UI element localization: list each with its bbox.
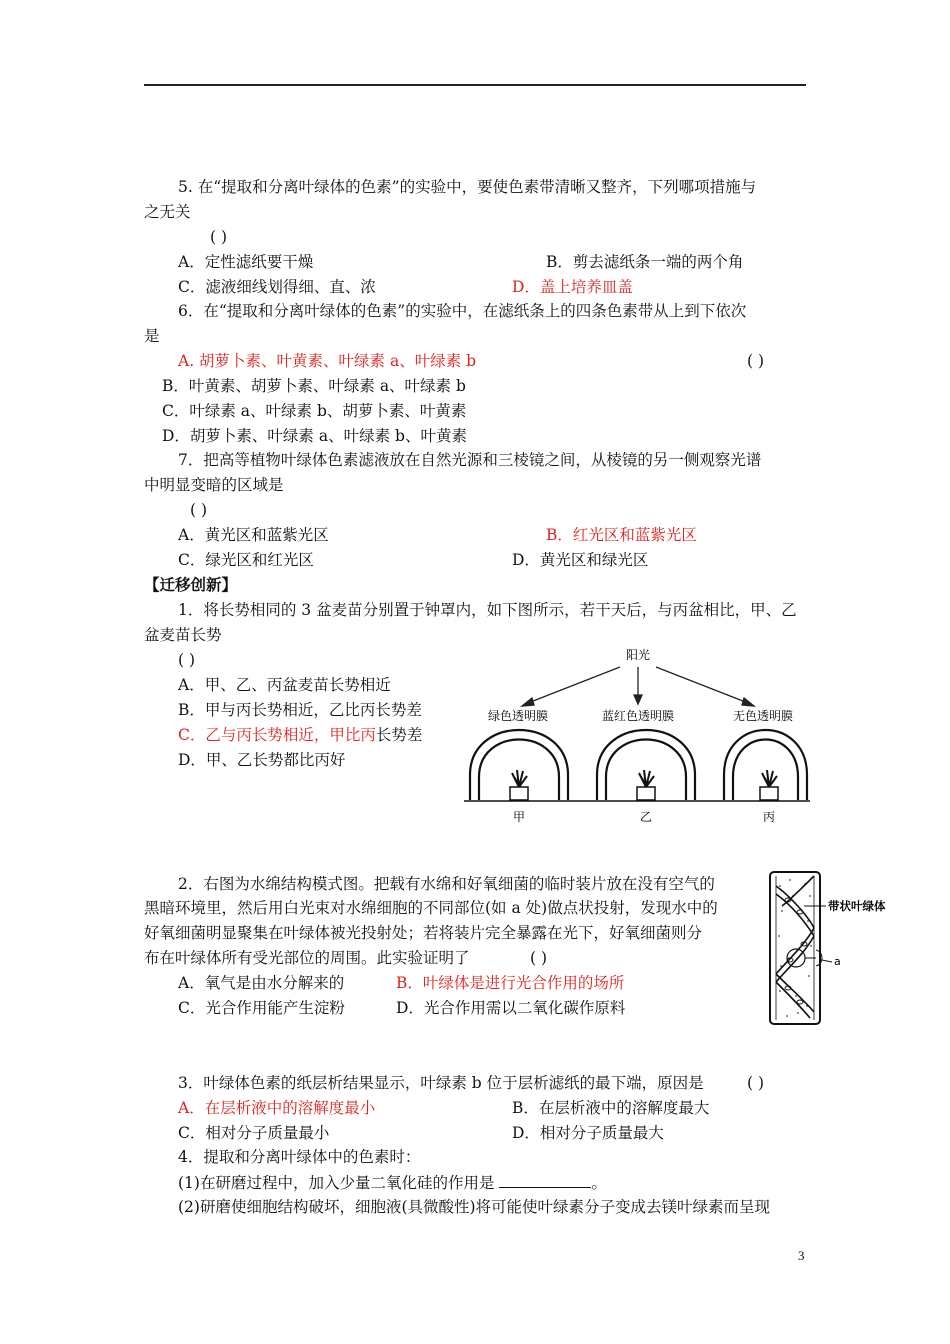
m4-part2: (2)研磨使细胞结构破坏，细胞液(具微酸性)将可能使叶绿素分子变成去镁叶绿素而呈现 <box>178 1198 771 1216</box>
m2-option-c: C．光合作用能产生淀粉 <box>178 999 345 1017</box>
q7-option-d: D．黄光区和绿光区 <box>512 551 649 569</box>
seedling-pot-yi <box>637 770 655 800</box>
spirogyra-figure <box>760 866 910 1032</box>
q6-stem-line1: 6．在“提取和分离叶绿体的色素”的实验中，在滤纸条上的四条色素带从上到下依次 <box>178 302 747 320</box>
q7-option-c: C．绿光区和红光区 <box>178 551 314 569</box>
m1-option-d: D．甲、乙长势都比丙好 <box>178 751 346 769</box>
m3-stem: 3．叶绿体色素的纸层析结果显示，叶绿素 b 位于层析滤纸的最下端，原因是 <box>178 1074 704 1092</box>
pot-label-jia: 甲 <box>512 810 526 824</box>
m2-stem-line4: 布在叶绿体所有受光部位的周围。此实验证明了 <box>144 949 470 967</box>
m4-stem: 4．提取和分离叶绿体中的色素时： <box>178 1148 421 1166</box>
colorless-film-label: 无色透明膜 <box>732 709 794 723</box>
q5-stem-line2: 之无关 <box>144 203 191 221</box>
q5-answer-paren: ( ) <box>210 228 228 246</box>
q7-option-a: A．黄光区和蓝紫光区 <box>178 526 329 544</box>
page-number: 3 <box>798 1248 805 1263</box>
chloroplast-label: 带状叶绿体 <box>828 899 886 913</box>
m4-part1 <box>178 1172 607 1193</box>
q5-option-b: B．剪去滤纸条一端的两个角 <box>546 253 744 271</box>
q5-option-c: C．滤液细线划得细、直、浓 <box>178 278 376 296</box>
m3-option-a: A．在层析液中的溶解度最小 <box>178 1099 376 1117</box>
m1-stem-line1: 1．将长势相同的 3 盆麦苗分别置于钟罩内，如下图所示，若干天后，与丙盆相比，甲、乙 <box>178 601 797 619</box>
m1-answer-paren: ( ) <box>178 651 196 669</box>
m4-blank[interactable] <box>499 1172 591 1188</box>
m1-stem-line2: 盆麦苗长势 <box>144 626 222 644</box>
m2-option-a: A．氧气是由水分解来的 <box>178 974 345 992</box>
m4-part1-text: (1)在研磨过程中，加入少量二氧化硅的作用是 <box>178 1174 500 1192</box>
blue-red-film-label: 蓝红色透明膜 <box>601 709 675 723</box>
m2-option-b: B．叶绿体是进行光合作用的场所 <box>396 974 625 992</box>
q6-option-b: B．叶黄素、胡萝卜素、叶绿素 a、叶绿素 b <box>162 377 466 395</box>
q5-option-a: A．定性滤纸要干燥 <box>178 253 314 271</box>
q7-answer-paren: ( ) <box>190 501 208 519</box>
m2-stem-line2: 黑暗环境里，然后用白光束对水绵细胞的不同部位(如 a 处)做点状投射，发现水中的 <box>144 899 718 917</box>
pot-label-yi: 乙 <box>639 810 653 824</box>
m4-part1-end: 。 <box>591 1174 607 1192</box>
m2-option-d: D．光合作用需以二氧化碳作原料 <box>396 999 626 1017</box>
m1-option-c-red: C．乙与丙长势相近，甲比丙 <box>178 726 376 744</box>
m3-answer-paren: ( ) <box>747 1074 765 1092</box>
m3-option-d: D．相对分子质量最大 <box>512 1124 664 1142</box>
q7-stem-line1: 7．把高等植物叶绿体色素滤液放在自然光源和三棱镜之间，从棱镜的另一侧观察光谱 <box>178 451 762 469</box>
q6-option-a: A. 胡萝卜素、叶黄素、叶绿素 a、叶绿素 b <box>178 352 477 370</box>
point-a-label: a <box>834 955 841 968</box>
section-heading: 【迁移创新】 <box>144 575 238 594</box>
seedling-pot-jia <box>510 770 528 800</box>
q5-stem-line1: 5. 在“提取和分离叶绿体的色素”的实验中，要使色素带清晰又整齐，下列哪项措施与 <box>178 178 757 196</box>
q6-option-c: C．叶绿素 a、叶绿素 b、胡萝卜素、叶黄素 <box>162 402 467 420</box>
seedling-pot-bing <box>760 770 778 800</box>
header-rule <box>144 84 806 86</box>
m1-option-c-rest: 长势差 <box>375 726 423 744</box>
m3-option-b: B．在层析液中的溶解度最大 <box>512 1099 710 1117</box>
m2-answer-paren: ( ) <box>530 949 548 967</box>
q6-answer-paren: ( ) <box>747 352 765 370</box>
q6-option-d: D．胡萝卜素、叶绿素 a、叶绿素 b、叶黄素 <box>162 427 467 445</box>
m1-option-b: B．甲与丙长势相近，乙比丙长势差 <box>178 701 422 719</box>
q7-stem-line2: 中明显变暗的区域是 <box>144 476 284 494</box>
m1-option-c <box>178 725 422 745</box>
bell-jar-figure <box>460 645 810 830</box>
green-film-label: 绿色透明膜 <box>487 709 549 723</box>
q6-stem-line2: 是 <box>144 327 160 345</box>
pot-label-bing: 丙 <box>762 810 776 824</box>
q5-option-d: D．盖上培养皿盖 <box>512 278 633 296</box>
m2-stem-line1: 2．右图为水绵结构模式图。把载有水绵和好氧细菌的临时装片放在没有空气的 <box>178 875 715 893</box>
q7-option-b: B．红光区和蓝紫光区 <box>546 526 697 544</box>
m1-option-a: A．甲、乙、丙盆麦苗长势相近 <box>178 676 391 694</box>
m3-option-c: C．相对分子质量最小 <box>178 1124 330 1142</box>
sunlight-label: 阳光 <box>625 648 651 662</box>
m2-stem-line3: 好氧细菌明显聚集在叶绿体被光投射处；若将装片完全暴露在光下，好氧细菌则分 <box>144 924 703 942</box>
